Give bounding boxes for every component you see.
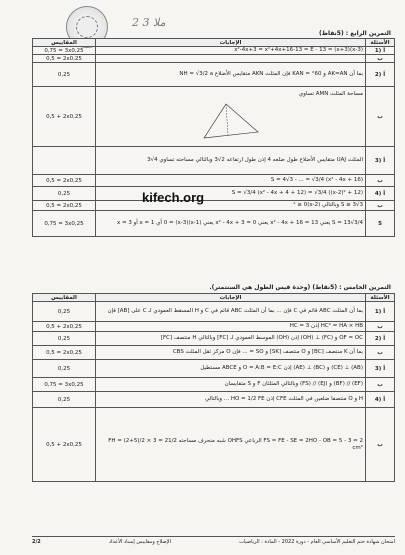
table-row (33, 211, 395, 237)
question-cell: 5 (366, 211, 395, 237)
question-cell: ب (366, 175, 395, 187)
answer-cell (96, 408, 366, 482)
score-cell: 0,5 + 2x0,25 (33, 87, 96, 147)
answer-text: (EF) // (BF) و (EJ) // (FS) وبالتالي المثلثان F و S متقايسان (224, 381, 363, 387)
exercise4-header-row (33, 39, 395, 47)
exam-correction-page (14, 6, 395, 546)
score-cell: 0,5 + 2x0,25 (33, 322, 96, 332)
question-cell: ب (366, 55, 395, 63)
score-cell: 0,25 (33, 302, 96, 322)
answer-cell (96, 175, 366, 187)
answer-cell (96, 211, 366, 237)
answer-text: مساحة المثلث AMN تساوي (298, 91, 363, 97)
table-row (33, 201, 395, 211)
handwritten-note: 2 3 ملا (132, 16, 166, 29)
table-row (33, 187, 395, 201)
triangle-figure (196, 100, 266, 142)
header-answers: الإجابات (96, 39, 366, 47)
answer-text: S ≥ 3√3 وبالتالي (x-2)² ≥ 0 (293, 202, 363, 208)
table-row (33, 322, 395, 332)
question-cell: 2) أ (366, 332, 395, 346)
answer-cell (96, 302, 366, 322)
answer-cell (96, 360, 366, 378)
answer-text: بما أن المثلث ABC قائم في C فإن ... بما أن المثلث ABC قائم في C و H المسقط العمودي لـ C على [AB] فإن (107, 308, 363, 314)
question-cell: ب (366, 408, 395, 482)
exercise4-body (33, 47, 395, 237)
score-cell: 0,25 (33, 360, 96, 378)
answer-text: بما أن K منتصف [BC] و O منتصف [SK] و SO = ... فإن O مركز ثقل المثلث CBS (172, 349, 363, 355)
header-scale: المقاييس (33, 294, 96, 302)
answer-cell (96, 392, 366, 408)
table-row (33, 63, 395, 87)
table-row (33, 47, 395, 55)
answer-cell (96, 147, 366, 175)
answer-cell (96, 332, 366, 346)
answer-text: H و O منتصفا ضلعين في المثلث CFE إذن HO = 1/2 FE ... وبالتالي (204, 396, 363, 402)
score-cell: 0,25 (33, 187, 96, 201)
header-question: الأسئلة (366, 294, 395, 302)
answer-text: HC² = HA × HB إذن HC = 3 (289, 323, 363, 329)
header-scale: المقاييس (33, 39, 96, 47)
score-cell: 0,25 (33, 63, 96, 87)
question-cell: ب (366, 346, 395, 360)
header-answers: الإجابات (96, 294, 366, 302)
question-cell: 1) أ (366, 302, 395, 322)
answer-cell (96, 346, 366, 360)
answer-text: بما أن AK=AN و 60° = KAN فإن المثلث AKN متقايس الأضلاع NH = √3/2 a (179, 71, 363, 77)
page-footer (32, 536, 395, 546)
answer-text: (AB) ⊥ (CE) و (BC) ⊥ (AE) إذن O = A:B = E:C و ABCE مستطيل (200, 365, 363, 371)
table-row (33, 87, 395, 147)
answer-cell (96, 87, 366, 147)
question-cell: ب (366, 201, 395, 211)
score-cell: 0,5 + 2x0,25 (33, 408, 96, 482)
exercise4-table (32, 38, 395, 237)
triangle-height-line (226, 104, 228, 135)
score-cell: 0,25 (33, 392, 96, 408)
table-row (33, 55, 395, 63)
answer-cell (96, 55, 366, 63)
answer-cell (96, 378, 366, 392)
triangle-shape (204, 104, 258, 138)
table-row (33, 346, 395, 360)
question-cell: 4) أ (366, 392, 395, 408)
question-cell: 2) أ (366, 63, 395, 87)
answer-cell (96, 47, 366, 55)
question-cell: 1) أ (366, 47, 395, 55)
answer-cell (96, 187, 366, 201)
table-row (33, 175, 395, 187)
score-cell: 0,5 = 2x0,25 (33, 175, 96, 187)
answer-text: (x-3)(x+3) = x²-4x+3 = x²+4x+16-13 = E - 13 (234, 47, 363, 53)
answer-text: FS = FE - SE = 2HO - OB = 5 - 3 = 2 الرباعي OHFS شبه منحرف مساحته FH = (2+5)/2 × 3 = 21/2 cm² (108, 437, 363, 451)
answer-text: OF = OC و (FC) ⊥ (OH) إذن (OH) الموسط العمودي لـ [FC] وبالتالي H منتصف [FC] (160, 335, 363, 341)
header-question: الأسئلة (366, 39, 395, 47)
table-row (33, 408, 395, 482)
footer-right-text: امتحان شهادة ختم التعليم الأساسي العام - دورة 2022 - المادة : الرياضيات (239, 538, 395, 545)
question-cell: 3) أ (366, 147, 395, 175)
answer-text: S = 4√3 - ... = √3/4 (x² - 4x + 16) (270, 177, 363, 183)
score-cell (33, 147, 96, 175)
answer-text: المثلث UAJ متقايس الأضلاع طول ضلعه 4 إذن طول ارتفاعه 2√3 وبالتالي مساحته تساوي 4√3 (147, 157, 363, 163)
exercise5-table (32, 293, 395, 482)
table-row (33, 360, 395, 378)
footer-left-text: الإصلاح ومقاييس إسناد الأعداد (108, 538, 172, 545)
question-cell: ب (366, 322, 395, 332)
question-cell: ب (366, 87, 395, 147)
page-number: 2/2 (32, 538, 41, 545)
question-cell: ب (366, 378, 395, 392)
answer-text: S = √3/4 (x² - 4x + 4 + 12) = √3/4 ((x-2)² + 12) (231, 190, 363, 196)
score-cell: 0,75 = 3x0,25 (33, 211, 96, 237)
answer-cell (96, 322, 366, 332)
exercise5-title: التمرين الخامس : (5نقاط) (وحدة قيس الطول هي السنتمتر). (209, 284, 391, 291)
score-cell: 0,5 = 2x0,25 (33, 201, 96, 211)
score-cell: 0,75 = 3x0,25 (33, 378, 96, 392)
question-cell: 4) أ (366, 187, 395, 201)
answer-text: S = 13√3/4 يعني x² - 4x + 16 = 13 يعني x² - 4x + 3 = 0 يعني (x-1)(x-3) = 0 أي x = 1 أو x = 3 (116, 220, 363, 226)
watermark-text: kifech.org (142, 190, 205, 205)
table-row (33, 302, 395, 322)
score-cell: 0,75 = 3x0,25 (33, 47, 96, 55)
score-cell: 0,5 = 2x0,25 (33, 346, 96, 360)
score-cell: 0,5 = 2x0,25 (33, 55, 96, 63)
table-row (33, 378, 395, 392)
table-row (33, 392, 395, 408)
table-row (33, 332, 395, 346)
score-cell: 0,25 (33, 332, 96, 346)
question-cell: 3) أ (366, 360, 395, 378)
answer-cell (96, 63, 366, 87)
table-row (33, 147, 395, 175)
exercise4-title: التمرين الرابع : (5نقاط) (318, 30, 391, 37)
answer-cell (96, 201, 366, 211)
exercise5-header-row (33, 294, 395, 302)
exercise5-body (33, 302, 395, 482)
